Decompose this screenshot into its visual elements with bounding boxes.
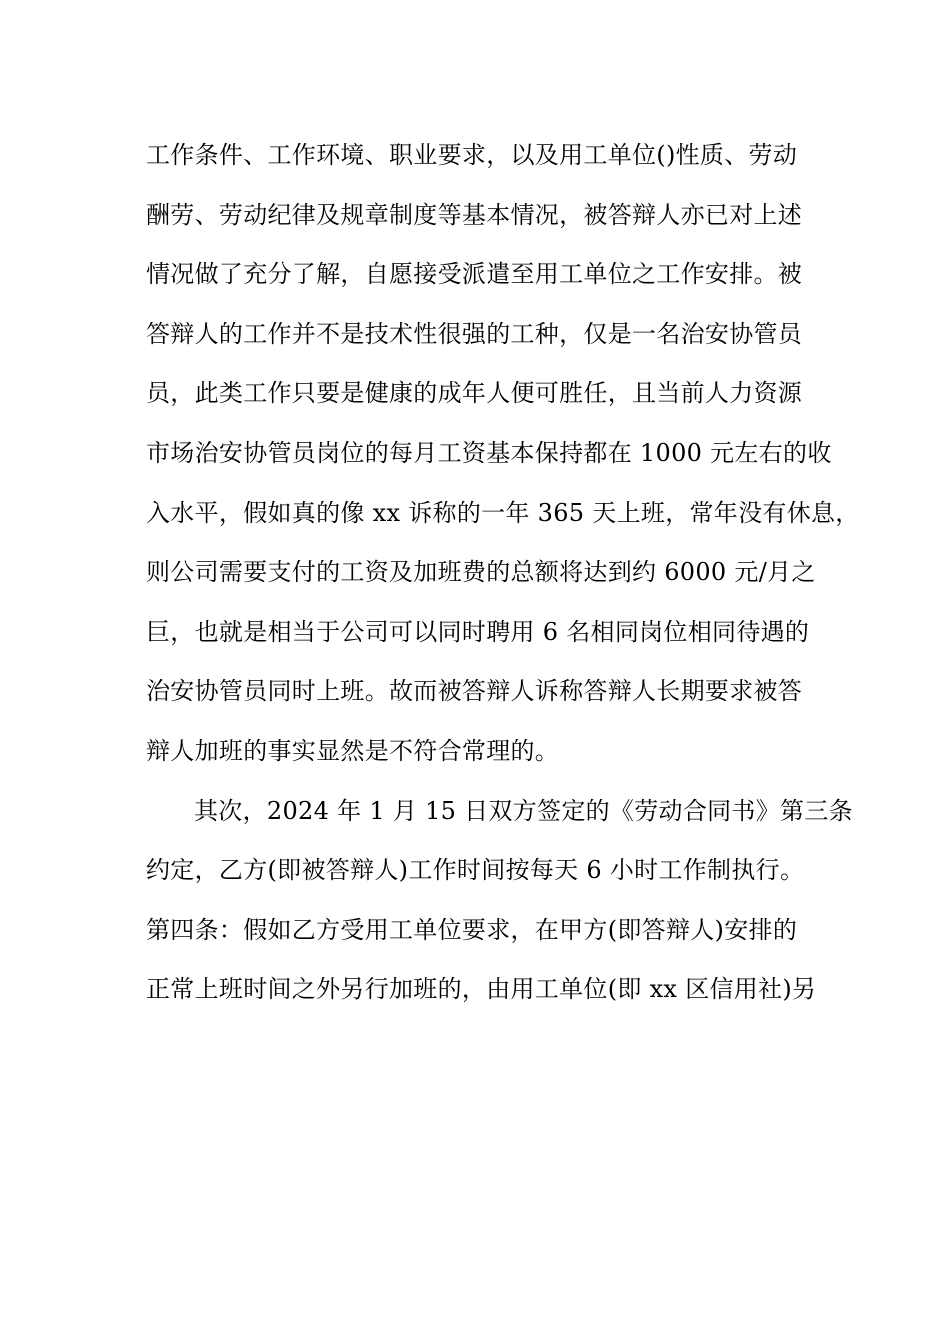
text-line: 辩人加班的事实显然是不符合常理的。 — [146, 736, 560, 765]
text-line: 治安协管员同时上班。故而被答辩人诉称答辩人长期要求被答 — [146, 677, 803, 706]
text-line: 员，此类工作只要是健康的成年人便可胜任，且当前人力资源 — [146, 379, 803, 408]
text-line: 正常上班时间之外另行加班的，由用工单位(即 xx 区信用社)另 — [146, 975, 817, 1004]
text-line: 答辩人的工作并不是技术性很强的工种，仅是一名治安协管员 — [146, 319, 803, 348]
document-body — [146, 126, 860, 1020]
text-line: 情况做了充分了解，自愿接受派遣至用工单位之工作安排。被 — [146, 260, 803, 289]
text-line: 酬劳、劳动纪律及规章制度等基本情况，被答辩人亦已对上述 — [146, 200, 803, 229]
text-line: 第四条：假如乙方受用工单位要求，在甲方(即答辩人)安排的 — [146, 915, 798, 944]
text-line: 约定，乙方(即被答辩人)工作时间按每天 6 小时工作制执行。 — [146, 856, 805, 885]
paragraph-start-line: 其次，2024 年 1 月 15 日双方签定的《劳动合同书》第三条 — [194, 796, 853, 825]
text-line: 工作条件、工作环境、职业要求，以及用工单位()性质、劳动 — [146, 141, 798, 169]
text-line: 市场治安协管员岗位的每月工资基本保持都在 1000 元左右的收 — [146, 438, 832, 467]
text-line: 巨，也就是相当于公司可以同时聘用 6 名相同岗位相同待遇的 — [146, 617, 810, 646]
text-line: 入水平，假如真的像 xx 诉称的一年 365 天上班，常年没有休息， — [146, 498, 860, 527]
text-line: 则公司需要支付的工资及加班费的总额将达到约 6000 元/月之 — [146, 558, 816, 587]
